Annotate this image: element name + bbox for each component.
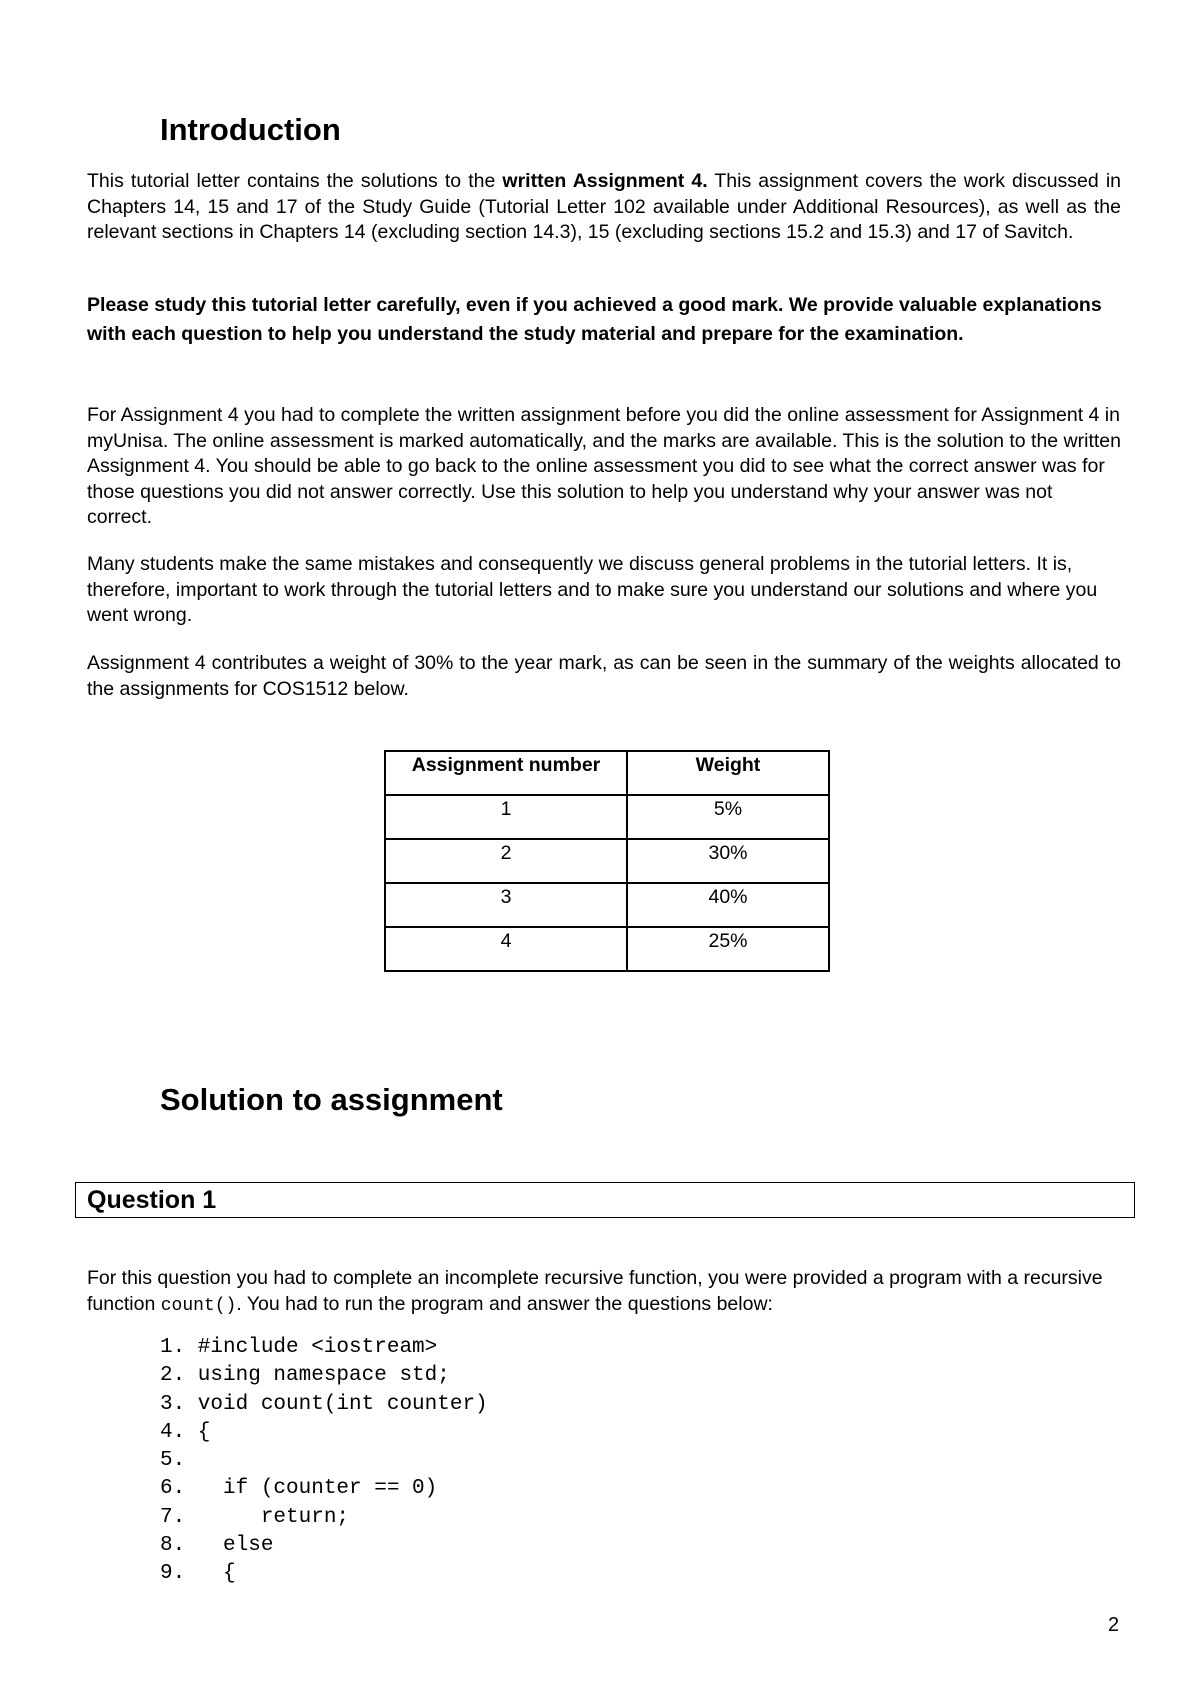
code-line: 7. return; bbox=[160, 1505, 350, 1529]
assignment-number-cell: 2 bbox=[385, 839, 627, 883]
page-number: 2 bbox=[1108, 1614, 1120, 1636]
code-line: 8. else bbox=[160, 1534, 274, 1558]
question-1-title-box: Question 1 bbox=[75, 1182, 1135, 1218]
intro-paragraph-2-emphasis: Please study this tutorial letter carefully, even if you achieved a good mark. We provide valuable explanations with each question to help you understand the study material and prepare for the examination. bbox=[87, 294, 1102, 345]
header-assignment-number: Assignment number bbox=[385, 751, 627, 795]
inline-code-count: count() bbox=[160, 1295, 237, 1316]
code-line: 1. #include <iostream> bbox=[160, 1336, 438, 1359]
weight-cell: 30% bbox=[627, 839, 829, 883]
code-line: 4. { bbox=[160, 1420, 211, 1444]
question-intro-text-b: . You had to run the program and answer the questions below: bbox=[236, 1292, 773, 1315]
weight-cell: 40% bbox=[627, 883, 829, 927]
question-intro-text-a: For this question you had to complete an incomplete recursive function, you were provided a program with a recursive function bbox=[87, 1267, 1103, 1315]
table-header-row bbox=[385, 751, 829, 795]
weight-cell: 25% bbox=[627, 927, 829, 971]
code-line: 2. using namespace std; bbox=[160, 1364, 450, 1388]
code-line: 6. if (counter == 0) bbox=[160, 1477, 438, 1501]
question-1-intro bbox=[87, 1266, 1121, 1319]
code-listing bbox=[160, 1334, 488, 1589]
code-line: 5. bbox=[160, 1449, 186, 1473]
assignment-number-cell: 3 bbox=[385, 883, 627, 927]
intro-p1-text-b: This assignment covers the work discussed in Chapters 14, 15 and 17 of the Study Guide (Tutorial Letter 102 available under Additional Resources), as well as the relevant sections in Chapters 14 (excluding section 14.3), 15 (excluding sections 15.2 and 15.3) and 17 of Savitch. bbox=[87, 170, 1121, 243]
table-row bbox=[385, 795, 829, 839]
intro-paragraph-5: Assignment 4 contributes a weight of 30% to the year mark, as can be seen in the summary of the weights allocated to the assignments for COS1512 below. bbox=[87, 652, 1121, 700]
assignment-number-cell: 4 bbox=[385, 927, 627, 971]
intro-p1-bold: written Assignment 4. bbox=[502, 170, 708, 192]
code-line: 9. { bbox=[160, 1562, 236, 1586]
intro-paragraph-4: Many students make the same mistakes and consequently we discuss general problems in the tutorial letters. It is, therefore, important to work through the tutorial letters and to make sure you understand our solutions and where you went wrong. bbox=[87, 553, 1098, 626]
table-row bbox=[385, 927, 829, 971]
intro-paragraph-3: For Assignment 4 you had to complete the written assignment before you did the online assessment for Assignment 4 in myUnisa. The online assessment is marked automatically, and the marks are available. This is the solution to the written Assignment 4. You should be able to go back to the online assessment you did to see what the correct answer was for those questions you did not answer correctly. Use this solution to help you understand why your answer was not correct. bbox=[87, 404, 1121, 528]
header-weight: Weight bbox=[627, 751, 829, 795]
weight-cell: 5% bbox=[627, 795, 829, 839]
table-row bbox=[385, 883, 829, 927]
table-row bbox=[385, 839, 829, 883]
code-line: 3. void count(int counter) bbox=[160, 1392, 488, 1416]
intro-paragraph-1 bbox=[87, 169, 1121, 246]
solution-heading: Solution to assignment bbox=[160, 1082, 503, 1117]
intro-p1-text-a: This tutorial letter contains the solutions to the bbox=[87, 170, 503, 192]
introduction-heading: Introduction bbox=[160, 112, 341, 147]
assignment-number-cell: 1 bbox=[385, 795, 627, 839]
assignment-weights-table bbox=[384, 750, 830, 972]
